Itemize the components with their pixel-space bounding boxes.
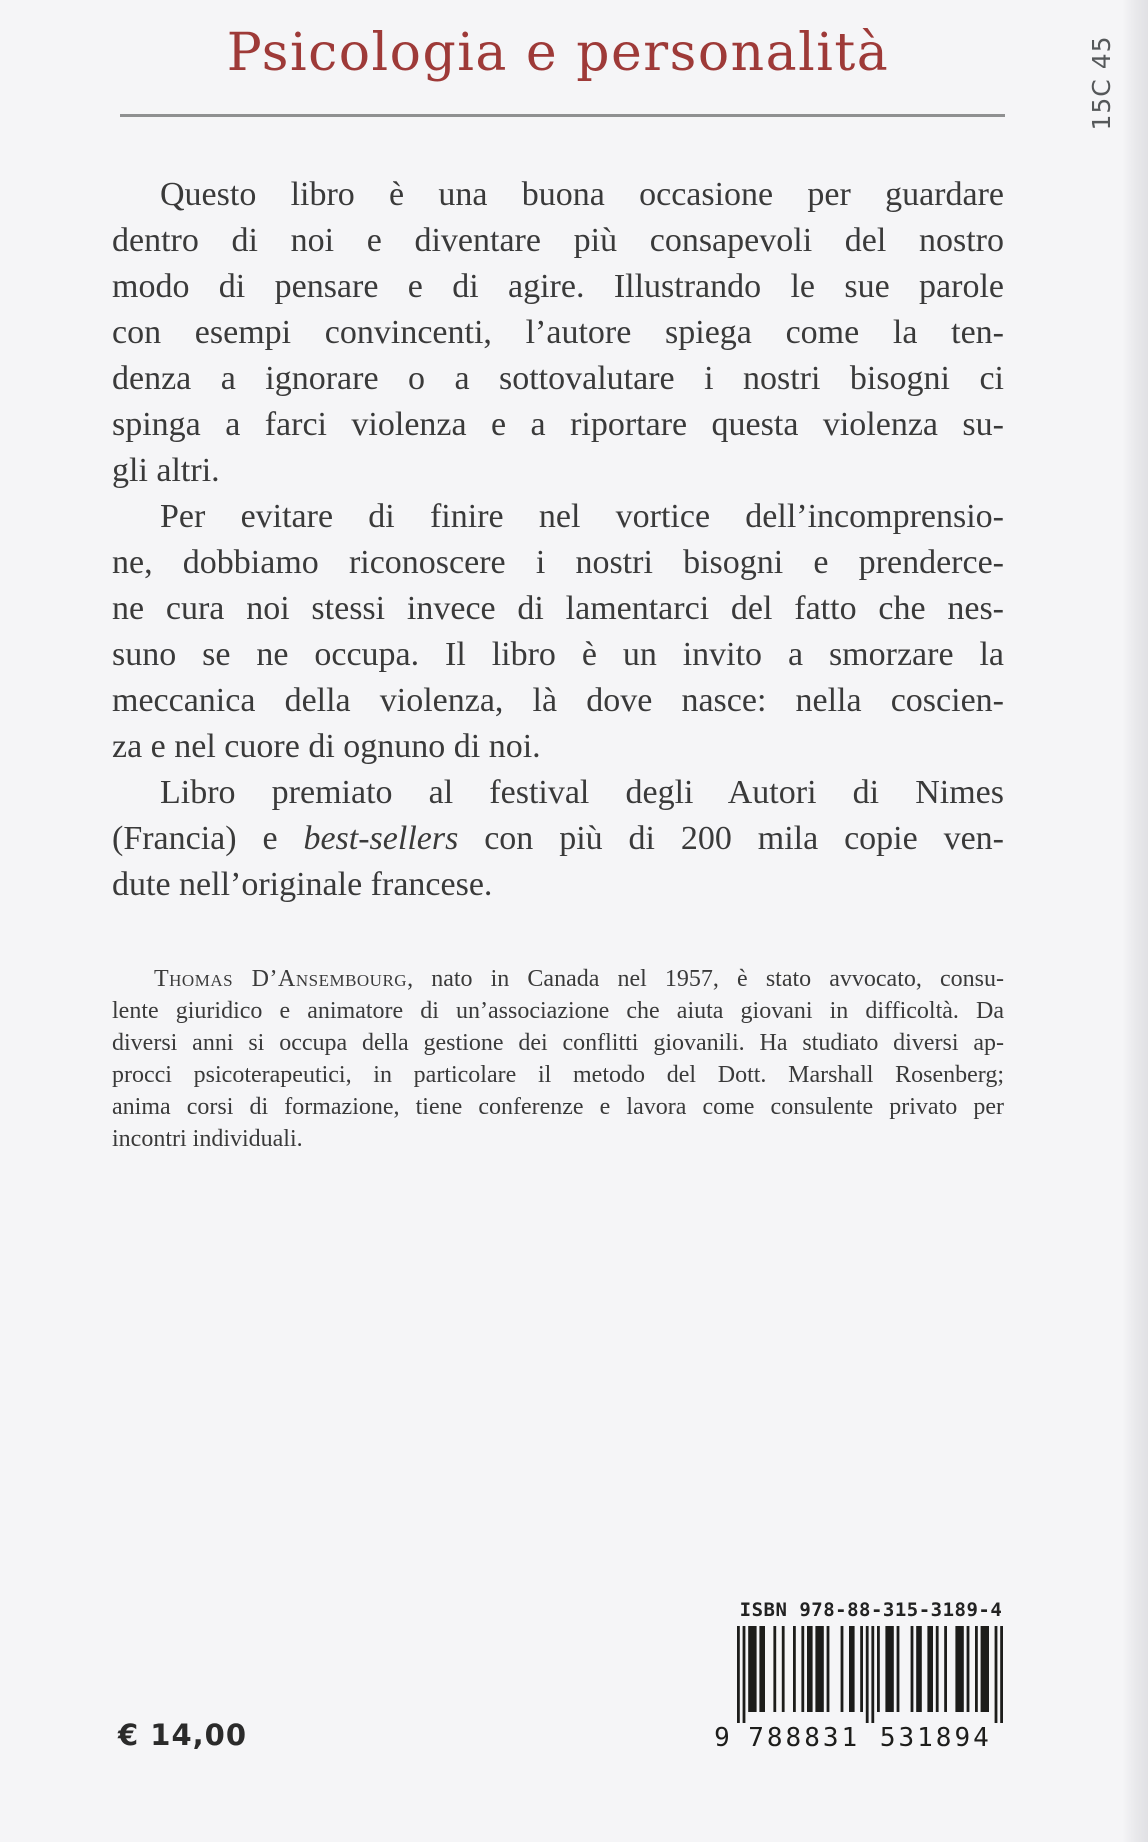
text-segment: gli altri. [112,452,220,489]
page-edge-shadow [1122,0,1148,1842]
barcode-bar [871,1626,874,1723]
barcode-digits: 9 [714,1723,730,1753]
barcode-bar [748,1626,756,1712]
text-segment: denza a ignorare o a sottovalutare i nostri bisogni ci [112,360,1004,397]
barcode-bar [773,1626,776,1712]
text-line [112,356,1004,402]
barcode-bar [860,1626,863,1712]
barcode-bar [849,1626,855,1712]
barcode-bar [967,1626,970,1712]
text-line [112,218,1004,264]
barcode-bar [916,1626,922,1712]
text-line [112,963,1004,995]
text-segment: , nato in Canada nel 1957, è stato avvocato, consu- [407,966,1004,992]
barcode-bar [877,1626,880,1712]
text-line [112,494,1004,540]
page-title: Psicologia e personalità [226,23,890,83]
text-segment: ne, dobbiamo riconoscere i nostri bisogni e prenderce- [112,544,1004,581]
text-line [112,172,1004,218]
barcode-bar [759,1626,765,1712]
text-line [112,862,1004,908]
barcode-bar [807,1626,813,1712]
text-line [112,1027,1004,1059]
barcode-bar [927,1626,933,1712]
barcode-digits: 531894 [879,1723,992,1753]
barcode-bar [975,1626,978,1712]
text-segment: za e nel cuore di ognuno di noi. [112,728,541,765]
barcode-bar [815,1626,823,1712]
barcode-bar [801,1626,804,1712]
text-segment: incontri individuali. [112,1126,303,1152]
text-segment: dute nell’originale francese. [112,866,493,903]
text-segment: Per evitare di finire nel vortice dell’incomprensio- [160,498,1004,535]
price-label: € 14,00 [118,1718,248,1752]
barcode-bar [827,1626,830,1712]
text-segment: Libro premiato al festival degli Autori di Nimes [160,774,1004,811]
barcode-bar [743,1626,746,1723]
barcode-bar [782,1626,785,1712]
barcode-bar [897,1626,900,1712]
text-line [112,402,1004,448]
text-line [112,264,1004,310]
isbn-label: ISBN 978-88-315-3189-4 [739,1599,1003,1621]
smallcaps-text: Thomas D’Ansembourg [154,966,408,992]
text-segment: (Francia) e [112,820,304,857]
barcode-bar [1000,1626,1003,1723]
barcode-bar [866,1626,869,1723]
text-line [112,1123,1004,1155]
text-line [112,1091,1004,1123]
barcode-digits: 788831 [748,1723,861,1753]
text-segment: diversi anni si occupa della gestione dei conflitti giovanili. Ha studiato diversi ap- [112,1030,1004,1056]
text-segment: suno se ne occupa. Il libro è un invito a smorzare la [112,636,1004,673]
barcode-bar [936,1626,939,1712]
barcode-bar [841,1626,844,1712]
barcode-bar [793,1626,796,1712]
text-line [112,448,1004,494]
text-line [112,770,1004,816]
barcode-bar [911,1626,914,1712]
text-segment: meccanica della violenza, là dove nasce: nella coscien- [112,682,1004,719]
text-line [112,586,1004,632]
italic-text: best-sellers [303,820,459,857]
text-line [112,995,1004,1027]
author-bio [112,963,1004,1155]
text-segment: procci psicoterapeutici, in particolare il metodo del Dott. Marshall Rosenberg; [112,1062,1004,1088]
text-segment: con esempi convincenti, l’autore spiega come la ten- [112,314,1004,351]
barcode-bar [981,1626,989,1712]
text-line [112,1059,1004,1091]
text-segment: anima corsi di formazione, tiene conferenze e lavora come consulente privato per [112,1094,1004,1120]
spine-code: 15C 45 [1087,35,1116,131]
text-segment: ne cura noi stessi invece di lamentarci del fatto che nes- [112,590,1004,627]
text-line [112,678,1004,724]
text-line [112,540,1004,586]
barcode-bar [885,1626,893,1712]
text-line [112,724,1004,770]
text-segment: dentro di noi e diventare più consapevoli del nostro [112,222,1004,259]
title-divider [120,114,1005,117]
synopsis-text [112,172,1004,908]
barcode-bar [737,1626,740,1723]
text-segment: Questo libro è una buona occasione per guardare [160,176,1004,213]
text-line [112,310,1004,356]
text-segment: spinga a farci violenza e a riportare questa violenza su- [112,406,1004,443]
barcode-bar [995,1626,998,1723]
text-segment: con più di 200 mila copie ven- [458,820,1004,857]
text-line [112,632,1004,678]
barcode-bar [955,1626,963,1712]
text-line [112,816,1004,862]
text-segment: lente giuridico e animatore di un’associazione che aiuta giovani in difficoltà. Da [112,998,1004,1024]
text-segment: modo di pensare e di agire. Illustrando le sue parole [112,268,1004,305]
barcode-bar [944,1626,947,1712]
ean-barcode [712,1624,1012,1754]
